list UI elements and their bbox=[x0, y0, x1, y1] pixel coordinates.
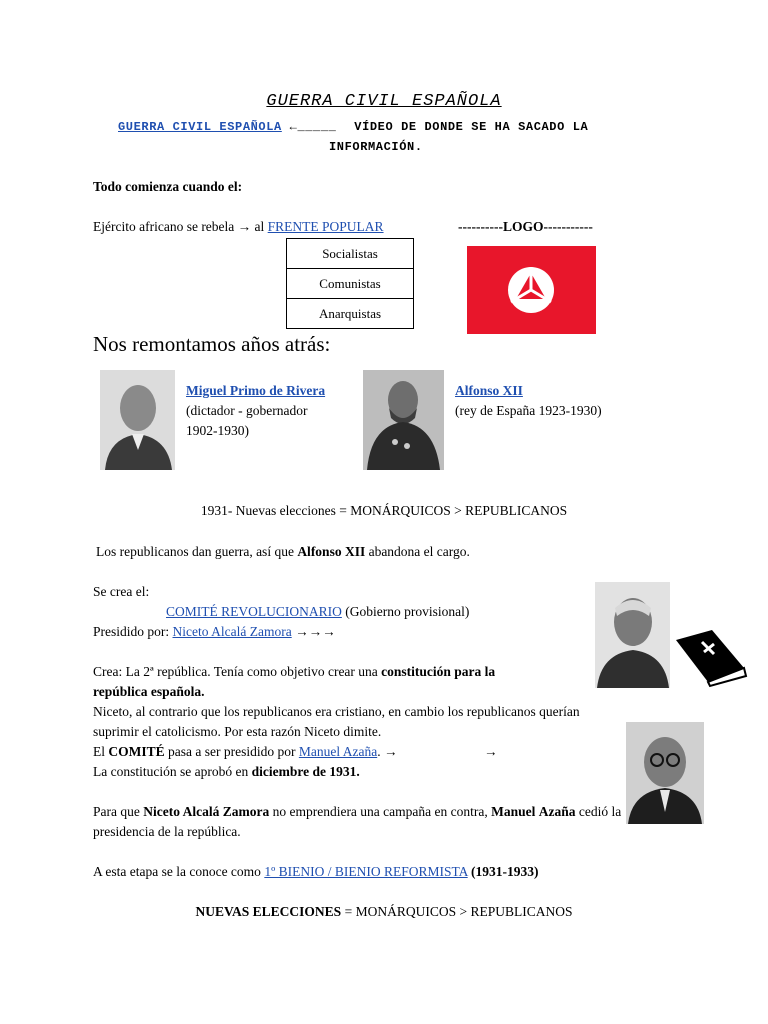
nuevas-elecciones bbox=[0, 902, 768, 922]
presidido-line bbox=[93, 622, 336, 642]
parties-table bbox=[286, 238, 414, 329]
niceto-text-2: suprimir el catolicismo. Por esta razón Niceto dimite. bbox=[93, 724, 382, 739]
frente-popular-link[interactable]: FRENTE POPULAR bbox=[267, 219, 384, 234]
alfonso-link[interactable]: Alfonso XII bbox=[455, 383, 523, 398]
text: Crea: La 2ª república. Tenía como objetivo crear una bbox=[93, 664, 378, 679]
page-title: GUERRA CIVIL ESPAÑOLA bbox=[266, 92, 502, 111]
figure-block bbox=[186, 381, 325, 441]
source-line bbox=[118, 120, 588, 134]
bold-text: Azaña bbox=[538, 804, 576, 819]
frente-popular-flag bbox=[467, 246, 596, 334]
figure-desc: 1902-1930) bbox=[186, 423, 249, 438]
bold-text: COMITÉ bbox=[108, 744, 165, 759]
party-cell: Comunistas bbox=[287, 269, 414, 299]
comite-azana-line bbox=[93, 742, 397, 762]
source-text-line2: INFORMACIÓN. bbox=[329, 140, 423, 154]
source-arrow: ←_____ bbox=[289, 120, 337, 134]
para-que-paragraph bbox=[93, 802, 653, 842]
arrow: → bbox=[484, 744, 498, 759]
republicans-line bbox=[96, 542, 470, 562]
bold-text: Niceto Alcalá Zamora bbox=[143, 804, 270, 819]
bold-text: Alfonso XII bbox=[297, 544, 366, 559]
text: Para que bbox=[93, 804, 140, 819]
three-arrows-logo-icon bbox=[467, 246, 596, 334]
crea-line bbox=[93, 662, 495, 682]
figure-block bbox=[455, 381, 602, 421]
bible-icon bbox=[672, 628, 748, 688]
text: Los republicanos dan guerra, así que bbox=[96, 544, 294, 559]
section-heading: Nos remontamos años atrás: bbox=[93, 332, 331, 356]
constitucion-line bbox=[93, 762, 360, 782]
portrait-icon bbox=[100, 370, 175, 470]
text: = MONÁRQUICOS > REPUBLICANOS bbox=[344, 904, 573, 919]
rebel-line bbox=[93, 217, 384, 237]
primo-de-rivera-link[interactable]: Miguel Primo de Rivera bbox=[186, 383, 326, 398]
azana-link[interactable]: Manuel Azaña bbox=[298, 744, 378, 759]
niceto-link[interactable]: Niceto Alcalá Zamora bbox=[172, 624, 292, 639]
bold-text: constitución para la bbox=[381, 664, 496, 679]
bold-text: Manuel bbox=[491, 804, 536, 819]
primo-de-rivera-photo bbox=[100, 370, 175, 470]
comite-link[interactable]: COMITÉ REVOLUCIONARIO bbox=[166, 604, 342, 619]
figure-desc: (rey de España 1923-1930) bbox=[455, 403, 602, 418]
logo-label: ----------LOGO----------- bbox=[458, 219, 593, 234]
rebel-text: Ejército africano se rebela → al bbox=[93, 219, 265, 234]
bible-image bbox=[672, 628, 748, 688]
text: cedió la presidencia de la república. bbox=[93, 804, 622, 839]
text: no emprendiera una campaña en contra, bbox=[272, 804, 488, 819]
comite-line bbox=[166, 602, 469, 622]
source-link[interactable]: GUERRA CIVIL ESPAÑOLA bbox=[118, 120, 282, 134]
text: La constitución se aprobó en bbox=[93, 764, 249, 779]
arrow: . → bbox=[377, 744, 398, 759]
party-cell: Socialistas bbox=[287, 239, 414, 269]
intro-text: Todo comienza cuando el: bbox=[93, 179, 243, 194]
text: (Gobierno provisional) bbox=[345, 604, 470, 619]
bold-text: diciembre de 1931. bbox=[251, 764, 360, 779]
text: Presidido por: bbox=[93, 624, 170, 639]
source-text: VÍDEO DE DONDE SE HA SACADO LA bbox=[354, 120, 589, 134]
niceto-photo bbox=[595, 582, 670, 688]
se-crea-text: Se crea el: bbox=[93, 584, 150, 599]
etapa-line bbox=[93, 862, 539, 882]
text: abandona el cargo. bbox=[368, 544, 470, 559]
party-cell: Anarquistas bbox=[287, 299, 414, 329]
portrait-icon bbox=[363, 370, 444, 470]
alfonso-photo bbox=[363, 370, 444, 470]
figure-desc: (dictador - gobernador bbox=[186, 403, 308, 418]
elections-1931: 1931- Nuevas elecciones = MONÁRQUICOS > REPUBLICANOS bbox=[200, 503, 568, 518]
text: El bbox=[93, 744, 105, 759]
bold-text: (1931-1933) bbox=[471, 864, 539, 879]
crea-line-2: república española. bbox=[93, 684, 205, 699]
portrait-icon bbox=[595, 582, 670, 688]
bienio-link[interactable]: 1º BIENIO / BIENIO REFORMISTA bbox=[264, 864, 468, 879]
text: pasa a ser presidido por bbox=[168, 744, 296, 759]
bold-text: NUEVAS ELECCIONES bbox=[195, 904, 342, 919]
text: A esta etapa se la conoce como bbox=[93, 864, 261, 879]
niceto-text: Niceto, al contrario que los republicanos era cristiano, en cambio los republicanos querían bbox=[93, 704, 580, 719]
arrows: →→→ bbox=[295, 624, 336, 639]
